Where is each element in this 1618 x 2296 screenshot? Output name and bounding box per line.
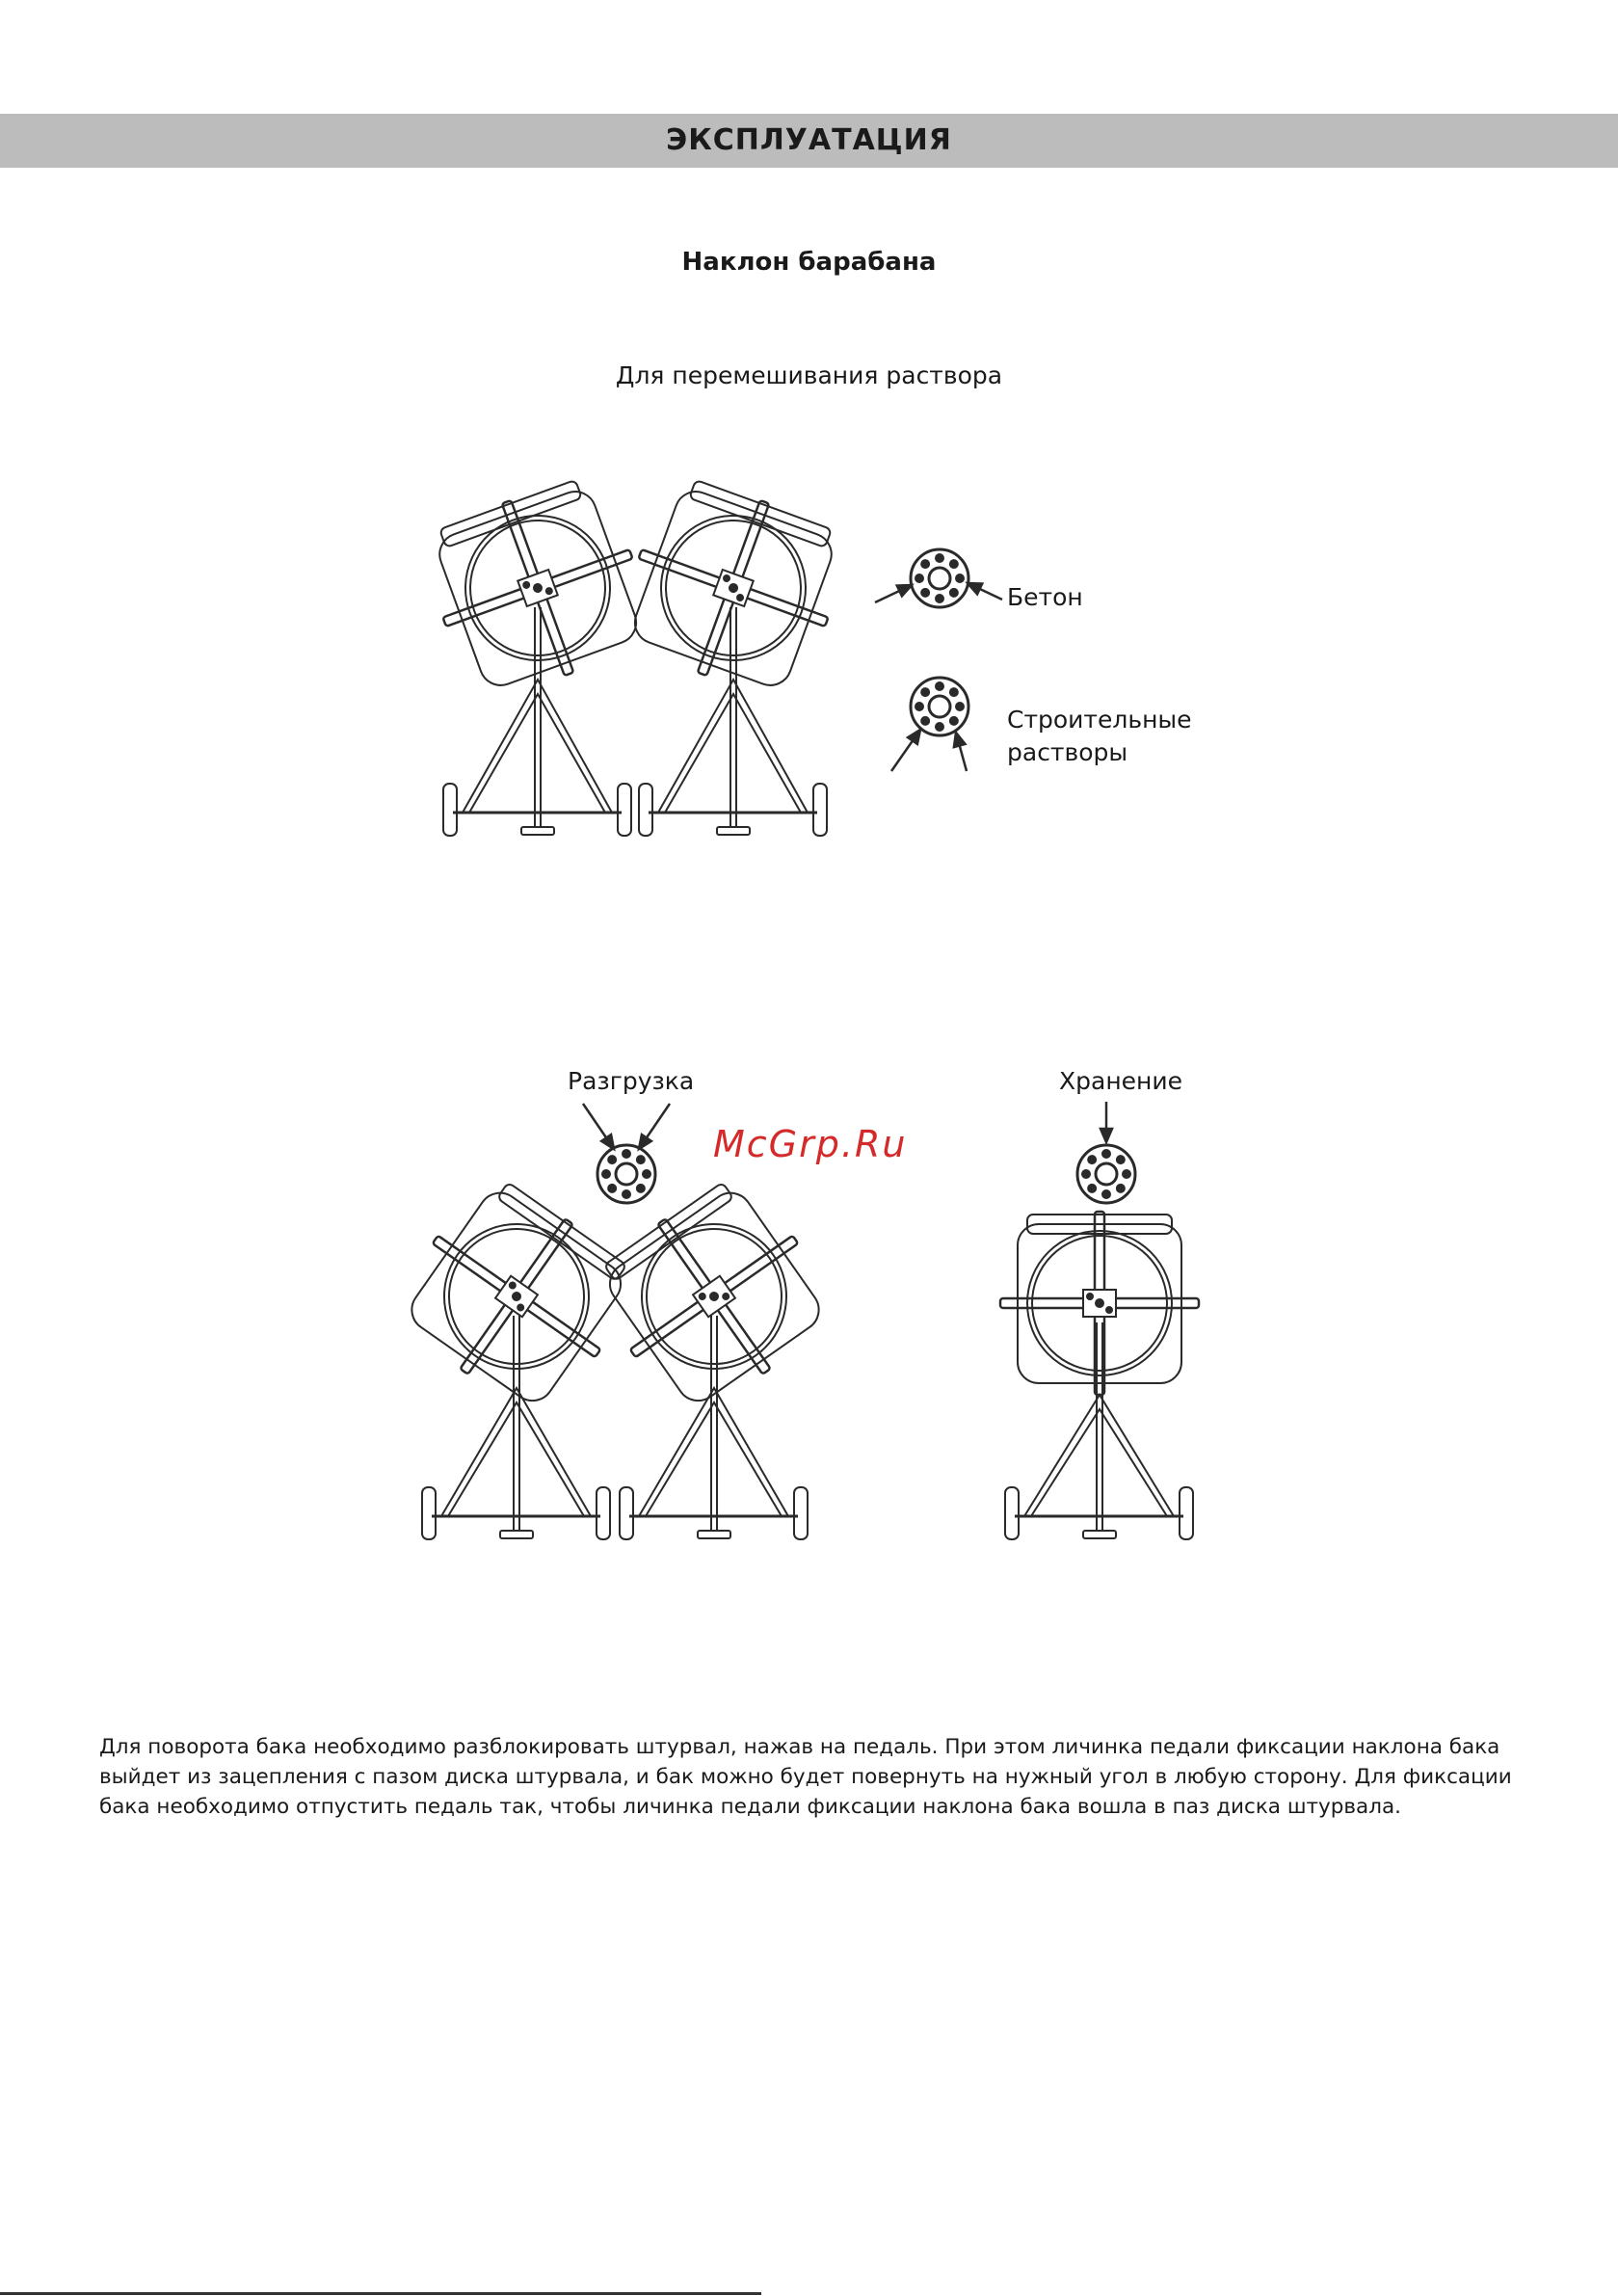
- lock-disc-storage: [1077, 1145, 1135, 1203]
- arrow-unloading-right: [639, 1104, 670, 1149]
- mixer-mixing-right: [609, 468, 859, 836]
- arrow-mortar-left: [891, 730, 920, 771]
- unloading-label: Разгрузка: [568, 1067, 695, 1095]
- storage-label: Хранение: [1059, 1067, 1183, 1095]
- arrow-storage: [1101, 1102, 1112, 1142]
- watermark: McGrp.Ru: [713, 1123, 908, 1165]
- arrow-unloading-left: [583, 1104, 614, 1149]
- arrow-concrete-right: [968, 583, 1002, 600]
- instructions-text: Для поворота бака необходимо разблокировать штурвал, нажав на педаль. При этом личинка педали фиксации наклона бака выйдет из зацепления с пазом диска штурвала, и бак можно будет повернуть на нужный угол в любую сторону. Для фиксации бака необходимо отпустить педаль так, чтобы личинка педали фиксации наклона бака вошла в паз диска штурвала.: [99, 1735, 1512, 1819]
- mixer-unloading-right: [580, 1164, 848, 1539]
- lock-disc-unloading: [597, 1145, 655, 1203]
- page-title: ЭКСПЛУАТАЦИЯ: [666, 123, 952, 157]
- lock-disc-concrete: [911, 549, 968, 607]
- mixer-mixing-left: [413, 468, 663, 836]
- arrow-concrete-left: [875, 585, 912, 602]
- mixer-unloading-left: [383, 1164, 650, 1539]
- concrete-label: Бетон: [1007, 583, 1083, 611]
- mixing-subtitle: Для перемешивания раствора: [615, 361, 1003, 389]
- mortar-label-line2: растворы: [1007, 738, 1128, 766]
- section-title: Наклон барабана: [681, 248, 937, 277]
- mortar-label-line1: Строительные: [1007, 706, 1192, 734]
- lock-disc-mortar: [911, 678, 968, 735]
- arrow-mortar-right: [954, 733, 967, 771]
- mixer-storage: [1000, 1212, 1199, 1539]
